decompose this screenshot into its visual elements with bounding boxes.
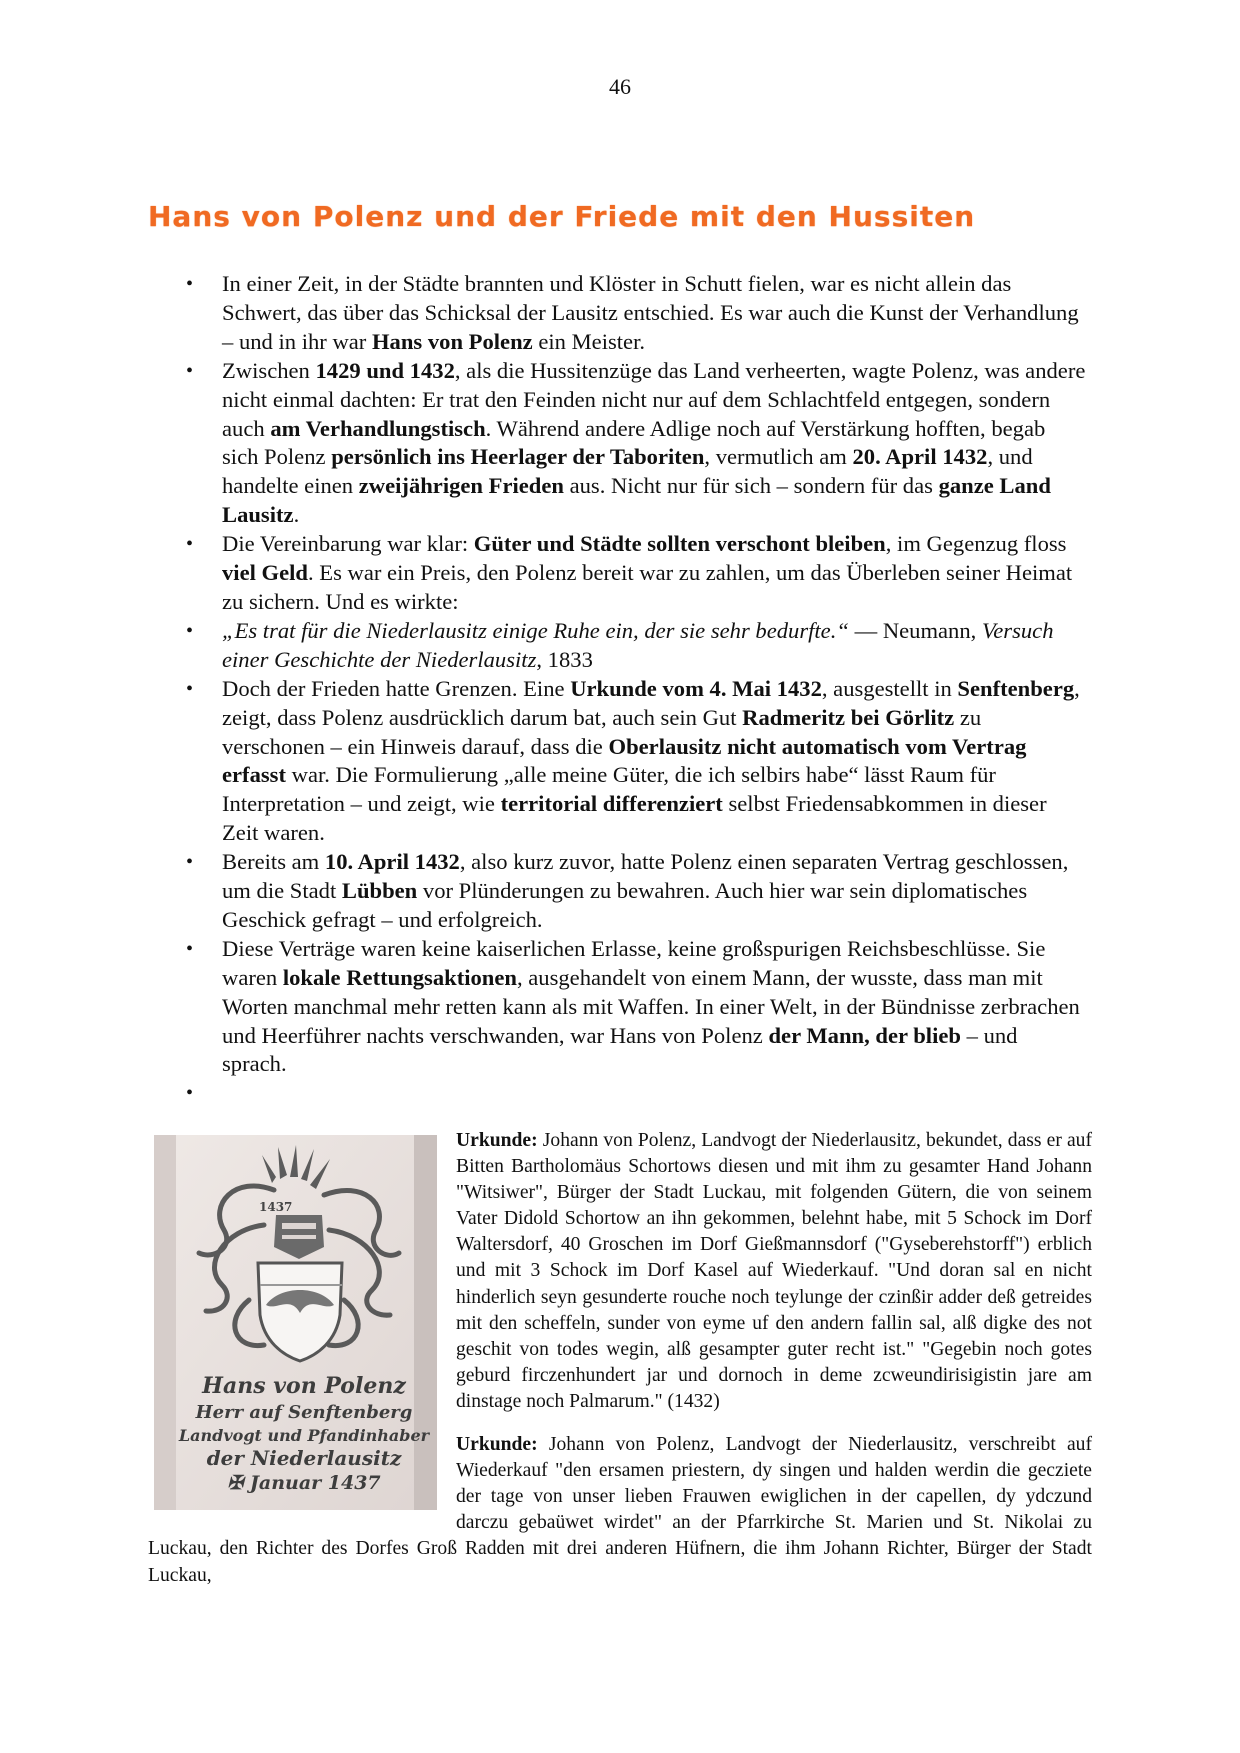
text-run: . Während andere Adlige noch auf Verstärkung hofften, begab sich Polenz <box>222 415 1046 470</box>
bold-text: Oberlausitz nicht automatisch vom Vertrag erfasst <box>222 733 1027 788</box>
bold-text: 20. April 1432 <box>852 444 988 470</box>
bullet-item <box>186 270 1086 357</box>
bullet-item <box>186 675 1086 848</box>
text-run: vor Plünderungen zu bewahren. Auch hier war sein diplomatisches Geschick gefragt – und erfolgreich. <box>222 878 1028 932</box>
urkunde-text: Johann von Polenz, Landvogt der Niederlausitz, bekundet, dass er auf Bitten Bartholomäus Schortows diesen und mit ihm zu gesamter Hand Johann "Witsiwer", Bürger der Stadt Luckau, mit folgenden Gütern, die von seinem Vater Didold Schortow an ihn gekommen, belehnt habe, mit 5 Schock im Dorf Waltersdorf, 40 Groschen im Dorf Gießmannsdorf ("Gyseberehstorff") erblich und mit 3 Schock im Dorf Kasel auf Wiederkauf. "Und doran sal en nicht hinderlich seyn gesunderte rouche noch teylunge der czinßir adder deß getreides mit den scheffeln, sunder von eyme uf den andern fallin sal, alß digke des not geschit von todes wegin, alß gesampter guter recht ist." "Gegebin noch gotes geburd firczenhundert jar und dornoch in deme zcweundirisigistin jare am dinstage noch Palmarum." (1432) <box>456 1130 1092 1412</box>
text-run: , also kurz zuvor, hatte Polenz einen separaten Vertrag geschlossen, um die Stadt <box>222 849 1069 904</box>
page-heading: Hans von Polenz und der Friede mit den Hussiten <box>148 200 976 233</box>
bullet-item <box>186 530 1086 617</box>
text-run: In einer Zeit, in der Städte brannten und Klöster in Schutt fielen, war es nicht allein das Schwert, das über das Schicksal der Lausitz entschied. Es war auch die Kunst der Verhandlung – und in ihr war <box>222 271 1079 354</box>
urkunde-text: Johann von Polenz, Landvogt der Niederlausitz, verschreibt auf Wiederkauf "den ersamen priestern, dy singen und halden werdin die gecziete der tage von unser lieben Frauwen ewiglichen in der capellen, dy ydczund darczu gebaüwet wirdet" an der Pfarrkirche St. Marien und St. Nikolai zu Luckau, den Richter des Dorfes Groß Radden mit drei anderen Hüfnern, die ihm Johann Richter, Bürger der Stadt Luckau, <box>148 1434 1092 1586</box>
text-run: war. Die Formulierung „alle meine Güter, die ich selbirs habe“ lässt Raum für Interpretation – und zeigt, wie <box>222 762 996 817</box>
svg-text:der Niederlausitz: der Niederlausitz <box>206 1446 402 1470</box>
text-run: , als die Hussitenzüge das Land verheerten, wagte Polenz, was andere nicht einmal dachten: Er trat den Feinden nicht nur auf dem Schlachtfeld entgegen, sondern auch <box>222 357 1086 441</box>
bold-text: Hans von Polenz <box>371 328 533 354</box>
image-spacer <box>148 1128 456 1522</box>
text-run: aus. Nicht nur für sich – sondern für das <box>563 473 939 499</box>
bold-text: Lübben <box>341 878 418 904</box>
svg-text:Herr auf Senftenberg: Herr auf Senftenberg <box>195 1402 413 1423</box>
svg-text:1437: 1437 <box>259 1200 293 1214</box>
bold-text: der Mann, der blieb <box>768 1022 961 1048</box>
text-run: selbst Friedensabkommen in dieser Zeit waren. <box>222 791 1047 846</box>
bullet-item <box>186 848 1086 935</box>
urkunde-label: Urkunde: <box>456 1130 538 1151</box>
bold-text: ganze Land Lausitz <box>222 473 1051 528</box>
text-run: Bereits am <box>222 849 325 875</box>
italic-text: Versuch einer Geschichte der Niederlausitz <box>222 617 1054 672</box>
text-run: , und handelte einen <box>222 444 1033 499</box>
text-run: Doch der Frieden hatte Grenzen. Eine <box>222 675 571 701</box>
bullet-item <box>186 935 1086 1080</box>
bold-text: 1429 und 1432 <box>315 357 455 383</box>
text-run: , zeigt, dass Polenz ausdrücklich darum bat, auch sein Gut <box>222 675 1080 730</box>
text-run: ein Meister. <box>532 328 645 354</box>
page-number: 46 <box>609 74 631 99</box>
bold-text: am Verhandlungstisch <box>270 415 486 441</box>
urkunde-label: Urkunde: <box>456 1434 538 1456</box>
text-run: , 1833 <box>536 646 593 672</box>
bold-text: Radmeritz bei Görlitz <box>742 704 955 730</box>
text-run: — Neumann, <box>848 617 982 643</box>
text-run: , im Gegenzug floss <box>885 531 1067 557</box>
text-run: , ausgehandelt von einem Mann, der wusste, dass man mit Worten manchmal mehr retten kann als mit Waffen. In einer Welt, in der Bündnisse zerbrachen und Heerführer nachts verschwanden, war Hans von Polenz <box>222 964 1080 1048</box>
text-run: Die Vereinbarung war klar: <box>222 531 474 557</box>
bold-text: persönlich ins Heerlager der Taboriten <box>331 444 705 470</box>
svg-text:✠ Januar 1437: ✠ Januar 1437 <box>227 1472 381 1494</box>
text-run: – und sprach. <box>222 1022 1018 1077</box>
italic-text: „Es trat für die Niederlausitz einige Ruhe ein, der sie sehr bedurfte.“ <box>222 617 849 643</box>
bold-text: zweijährigen Frieden <box>358 473 564 499</box>
bullet-item <box>186 617 1086 675</box>
text-run: , ausgestellt in <box>821 675 958 701</box>
text-run: . Es war ein Preis, den Polenz bereit war zu zahlen, um das Überleben seiner Heimat zu sichern. Und es wirkte: <box>222 560 1073 614</box>
bullet-item <box>186 1079 1086 1109</box>
bold-text: territorial differenziert <box>500 791 723 817</box>
text-run: , vermutlich am <box>704 444 853 470</box>
bold-text: Senftenberg <box>957 675 1075 701</box>
document-excerpts <box>148 1128 1092 1589</box>
text-run: Zwischen <box>222 357 316 383</box>
bold-text: lokale Rettungsaktionen <box>282 964 517 990</box>
bold-text: Urkunde vom 4. Mai 1432 <box>570 675 822 701</box>
bold-text: 10. April 1432 <box>324 849 460 875</box>
bold-text: viel Geld <box>222 560 308 586</box>
text-run: Diese Verträge waren keine kaiserlichen Erlasse, keine großspurigen Reichsbeschlüsse. Sie waren <box>222 935 1046 990</box>
svg-text:Hans von Polenz: Hans von Polenz <box>202 1373 406 1399</box>
bold-text: Güter und Städte sollten verschont bleiben <box>473 531 886 557</box>
text-run: . <box>293 502 300 528</box>
text-run: zu verschonen – ein Hinweis darauf, dass die <box>222 704 982 759</box>
bullet-item <box>186 357 1086 530</box>
svg-text:Landvogt und Pfandinhaber: Landvogt und Pfandinhaber <box>178 1426 430 1445</box>
bullet-list <box>186 270 1086 1109</box>
